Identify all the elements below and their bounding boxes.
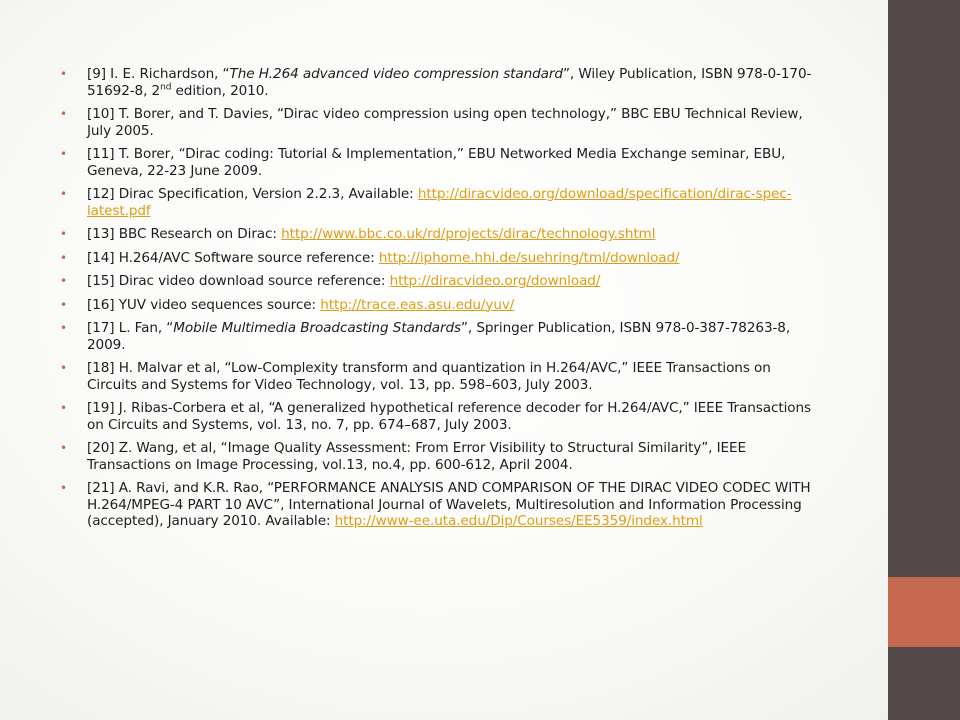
bullet-icon: • xyxy=(60,297,67,312)
reference-item-19 xyxy=(60,400,820,433)
reference-item-15 xyxy=(60,273,820,290)
reference-text: [12] Dirac Specification, Version 2.2.3, Available: xyxy=(87,186,418,202)
reference-text: [11] T. Borer, “Dirac coding: Tutorial & Implementation,” EBU Networked Media Exchange seminar, EBU, Geneva, 22-23 June 2009. xyxy=(87,146,786,179)
reference-item-10 xyxy=(60,106,820,139)
reference-text: [17] L. Fan, “ xyxy=(87,320,174,336)
reference-item-11 xyxy=(60,146,820,179)
bullet-icon: • xyxy=(60,401,67,415)
reference-link[interactable]: http://www-ee.uta.edu/Dip/Courses/EE5359/index.html xyxy=(334,513,703,529)
bullet-icon: • xyxy=(60,441,67,455)
reference-title: Mobile Multimedia Broadcasting Standards xyxy=(173,320,461,336)
reference-item-13 xyxy=(60,226,820,243)
reference-text: [10] T. Borer, and T. Davies, “Dirac video compression using open technology,” BBC EBU Technical Review, July 2005. xyxy=(87,106,803,139)
reference-text: [14] H.264/AVC Software source reference: xyxy=(87,249,379,266)
reference-title: The H.264 advanced video compression standard xyxy=(229,66,563,82)
reference-item-18 xyxy=(60,360,820,393)
reference-item-14 xyxy=(60,250,820,267)
reference-text: ”, Springer Publication, ISBN 978-0-387-78263-8, 2009. xyxy=(87,320,791,353)
reference-item-17 xyxy=(60,320,820,353)
bullet-icon: • xyxy=(60,250,67,265)
bullet-icon: • xyxy=(60,274,67,288)
reference-link[interactable]: http://diracvideo.org/download/ xyxy=(389,273,601,289)
bullet-icon: • xyxy=(60,481,67,495)
bullet-icon: • xyxy=(60,361,67,375)
reference-text: [16] YUV video sequences source: xyxy=(87,296,321,313)
bullet-icon: • xyxy=(60,187,67,201)
ordinal-suffix: nd xyxy=(160,81,172,92)
reference-item-9 xyxy=(60,66,820,99)
sidebar-accent-block xyxy=(888,577,960,647)
bullet-icon: • xyxy=(60,227,67,241)
reference-item-12 xyxy=(60,186,820,219)
bullet-icon: • xyxy=(60,107,67,121)
reference-text: [9] I. E. Richardson, “ xyxy=(87,66,230,82)
reference-text: ”, Wiley Publication, ISBN 978-0-170-51692-8, 2 xyxy=(87,66,812,99)
reference-link[interactable]: http://trace.eas.asu.edu/yuv/ xyxy=(320,296,515,313)
bullet-icon: • xyxy=(60,321,67,335)
reference-text: edition, 2010. xyxy=(171,82,269,99)
reference-text: [19] J. Ribas-Corbera et al, “A generalized hypothetical reference decoder for H.264/AVC,” IEEE Transactions on Circuits and Systems, vol. 13, no. 7, pp. 674–687, July 2003. xyxy=(87,400,811,433)
reference-item-16 xyxy=(60,297,820,314)
reference-item-20 xyxy=(60,440,820,473)
reference-text: [13] BBC Research on Dirac: xyxy=(87,226,282,242)
reference-link[interactable]: http://iphome.hhi.de/suehring/tml/download/ xyxy=(378,249,680,266)
reference-list xyxy=(60,66,820,537)
reference-text: [15] Dirac video download source reference: xyxy=(87,273,390,289)
bullet-icon: • xyxy=(60,67,67,81)
reference-text: [18] H. Malvar et al, “Low-Complexity transform and quantization in H.264/AVC,” IEEE Transactions on Circuits and Systems for Video Technology, vol. 13, pp. 598–603, July 2003. xyxy=(87,360,771,393)
bullet-icon: • xyxy=(60,147,67,161)
reference-text: [21] A. Ravi, and K.R. Rao, “PERFORMANCE ANALYSIS AND COMPARISON OF THE DIRAC VIDEO CODEC WITH H.264/MPEG-4 PART 10 AVC”, International Journal of Wavelets, Multiresolution and Information Processing (accepted), January 2010. Available: xyxy=(87,480,811,529)
reference-link[interactable]: http://diracvideo.org/download/specification/dirac-spec-latest.pdf xyxy=(87,186,792,219)
reference-text: [20] Z. Wang, et al, “Image Quality Assessment: From Error Visibility to Structural Similarity”, IEEE Transactions on Image Processing, vol.13, no.4, pp. 600-612, April 2004. xyxy=(87,440,746,473)
reference-item-21 xyxy=(60,480,820,530)
reference-link[interactable]: http://www.bbc.co.uk/rd/projects/dirac/technology.shtml xyxy=(281,226,656,242)
